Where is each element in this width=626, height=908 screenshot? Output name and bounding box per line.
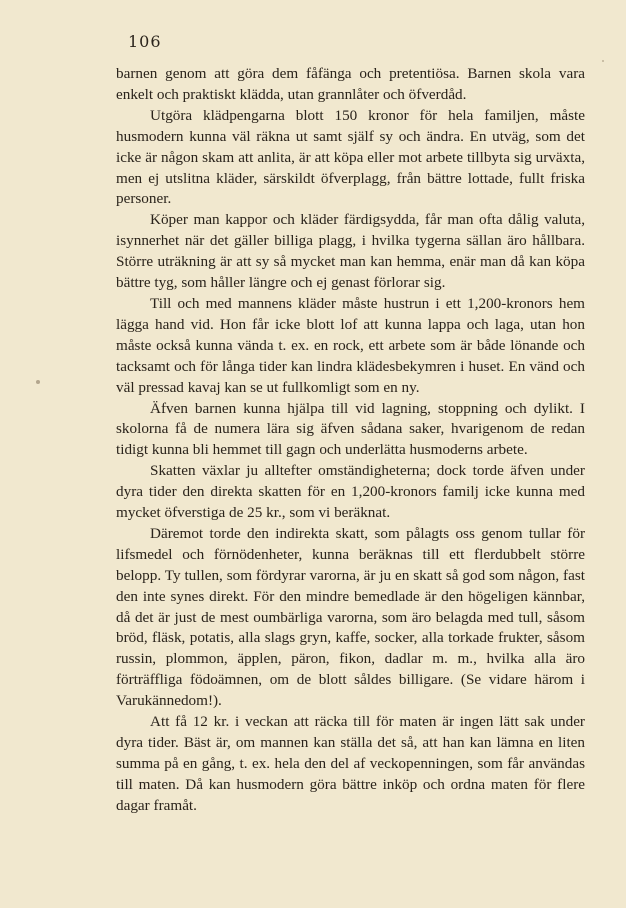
- paragraph-tax: Skatten växlar ju alltefter omständigheterna; dock torde äfven under dyra tider den direkta skatten för en 1,200-kronors familj icke kunna med mycket öfverstiga de 25 kr., som vi beräknat.: [116, 462, 585, 522]
- paragraph-food: Att få 12 kr. i veckan att räcka till för maten är ingen lätt sak under dyra tider. Bäst är, om mannen kan ställa det så, att han kan lämna en liten summa på en gång, t. ex. hela den del af veckopenningen, som får användas till maten. Då kan husmodern göra bättre inköp och ordna maten för flere dagar framåt.: [116, 713, 585, 814]
- paper-spot: [602, 60, 604, 62]
- body-text: [116, 64, 585, 817]
- paragraph-husbands-clothes: Till och med mannens kläder måste hustrun i ett 1,200-kronors hem lägga hand vid. Hon får icke blott lof att kunna lappa och laga, utan hon måste också kunna vända t. ex. en rock, ett arbete som är både lönande och tacksamt och för långa tider kan lindra klädesbekymren i huset. En vänd och väl pressad kavaj kan se ut fullkomligt som en ny.: [116, 294, 585, 396]
- page-number: 106: [128, 32, 162, 51]
- paper-spot: [36, 380, 40, 384]
- paragraph-indirect-tax: Däremot torde den indirekta skatt, som pålagts oss genom tullar för lifsmedel och förnödenheter, kunna beräknas till ett flerdubbelt större belopp. Ty tullen, som fördyrar varorna, är ju en skatt så god som någon, fast den inte synes direkt. För den mindre bemedlade är den högeligen kännbar, då det är just de mest oumbärliga varorna, som äro belagda med tull, såsom bröd, fläsk, potatis, alla slags gryn, kaffe, socker, alla torkade frukter, såsom russin, plommon, äpplen, päron, fikon, dadlar m. m., hvilka alla äro förträffliga födoämnen, om de blott såldes billigare. (Se vidare härom i Varukännedom!).: [116, 524, 585, 710]
- paragraph-children-help: Äfven barnen kunna hjälpa till vid lagning, stoppning och dylikt. I skolorna få de numera lära sig äfven sådana saker, hvarigenom de redan tidigt kunna bli hemmet till gagn och underlätta husmoderns arbete.: [116, 399, 585, 459]
- paragraph-ready-made-clothes: Köper man kappor och kläder färdigsydda, får man ofta dålig valuta, isynnerhet när det gäller billiga plagg, i hvilka tygerna sällan äro hållbara. Större uträkning är att sy så mycket man kan hemma, enär man då kan köpa bättre tyg, som håller längre och ej genast förlorar sig.: [116, 211, 585, 292]
- paragraph-clothing-budget: Utgöra klädpengarna blott 150 kronor för hela familjen, måste husmodern kunna väl räkna ut samt själf sy och ändra. En utväg, som det icke är någon skam att anlita, är att köpa eller mot arbete tillbyta sig urväxta, men ej utslitna kläder, särskildt öfverplagg, från bättre lottade, fullt friska personer.: [116, 106, 585, 208]
- paragraph-continued: barnen genom att göra dem fåfänga och pretentiösa. Barnen skola vara enkelt och praktiskt klädda, utan grannlåter och öfverdåd.: [116, 65, 585, 103]
